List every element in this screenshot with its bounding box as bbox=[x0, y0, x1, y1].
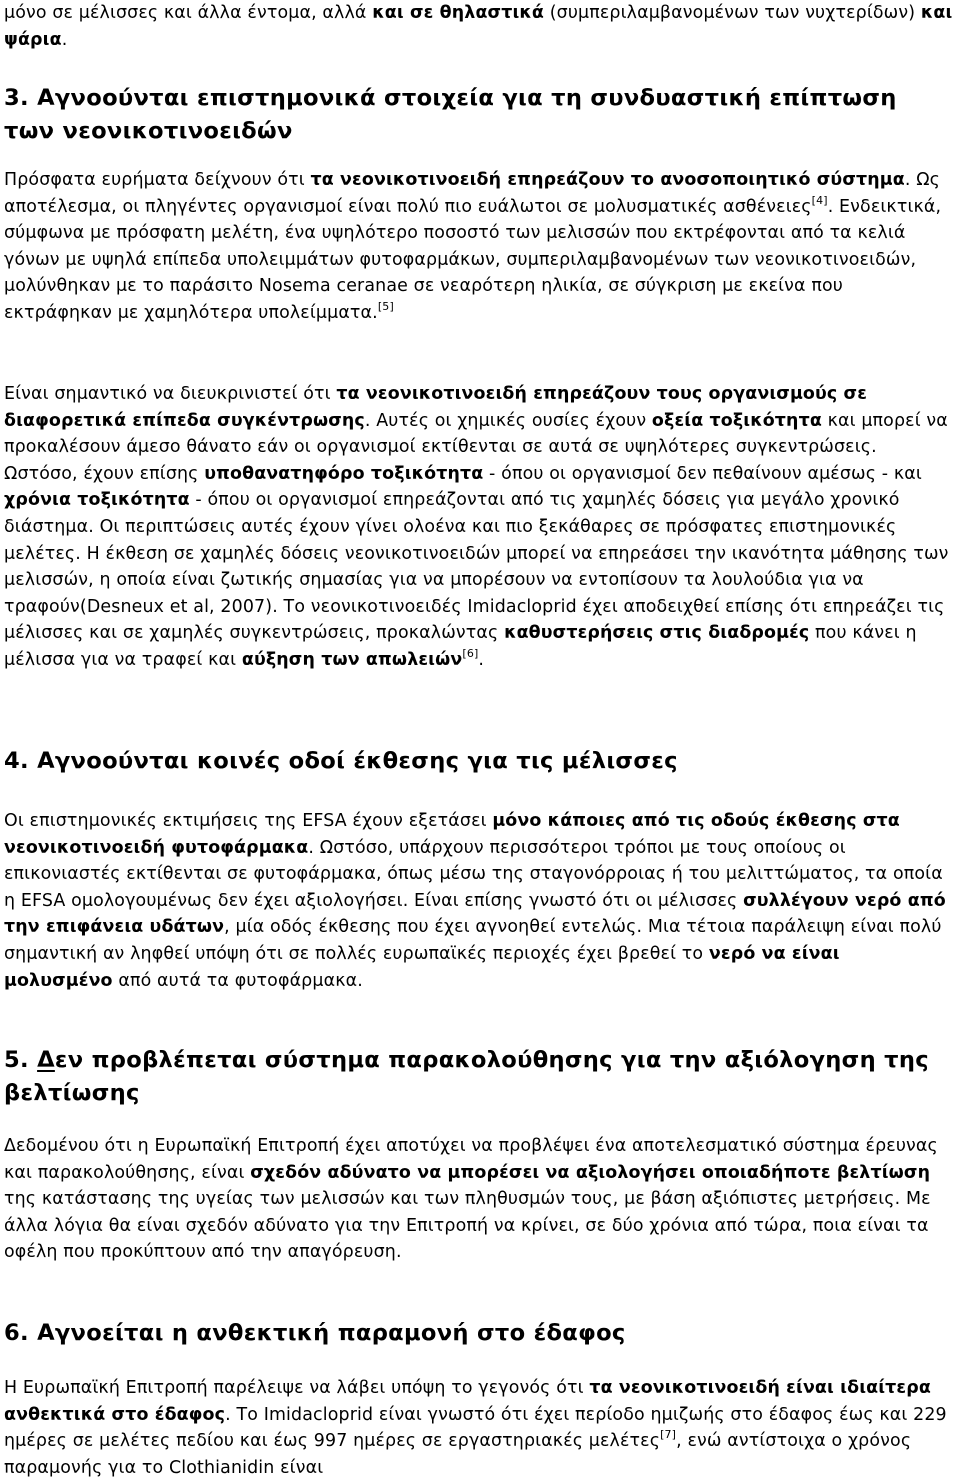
section-number: 4. bbox=[4, 748, 29, 774]
body-text: Δεδομένου ότι η Ευρωπαϊκή Επιτροπή έχει αποτύχει να προβλέψει ένα αποτελεσματικό σύστημα έρευνας και παρακολούθησης, είναι bbox=[4, 1136, 938, 1183]
citation-ref: [4] bbox=[811, 193, 828, 207]
emphasis-text: σχεδόν αδύνατο να μπορέσει να αξιολογήσει οποιαδήποτε βελτίωση bbox=[250, 1162, 931, 1183]
section-title-initial: Δ bbox=[37, 1047, 55, 1073]
section-heading-4 bbox=[4, 745, 954, 778]
emphasis-text: χρόνια τοξικότητα bbox=[4, 490, 190, 511]
emphasis-text: και σε θηλαστικά bbox=[372, 3, 545, 23]
emphasis-text: τα νεονικοτινοειδή είναι ιδιαίτερα ανθεκτικά στο έδαφος bbox=[4, 1378, 931, 1425]
body-text: . bbox=[478, 649, 485, 670]
body-text: Η Ευρωπαϊκή Επιτροπή παρέλειψε να λάβει υπόψη το γεγονός ότι bbox=[4, 1378, 590, 1398]
section-number: 3. bbox=[4, 85, 29, 111]
paragraph-intro-continuation bbox=[4, 0, 954, 53]
paragraph-monitoring bbox=[4, 1133, 954, 1266]
emphasis-text: νερό να είναι μολυσμένο bbox=[4, 943, 840, 991]
paragraph-toxicity-levels bbox=[4, 381, 954, 674]
body-text: και μπορεί να προκαλέσουν άμεσο θάνατο εάν οι οργανισμοί εκτίθενται σε αυτά σε υψηλότερες συγκεντρώσεις. Ωστόσο, έχουν επίσης bbox=[4, 410, 948, 484]
section-number: 5. bbox=[4, 1047, 29, 1073]
body-text: , ενώ αντίστοιχα ο χρόνος παραμονής για το Clothianidin είναι bbox=[4, 1431, 912, 1478]
emphasis-text: καθυστερήσεις στις διαδρομές bbox=[504, 623, 810, 644]
body-text: Πρόσφατα ευρήματα δείχνουν ότι bbox=[4, 170, 311, 190]
body-text: - όπου οι οργανισμοί δεν πεθαίνουν αμέσως - και bbox=[483, 463, 922, 484]
body-text: Είναι σημαντικό να διευκρινιστεί ότι bbox=[4, 384, 337, 404]
emphasis-text: αύξηση των απωλειών bbox=[241, 649, 463, 670]
body-text: , μία οδός έκθεσης που έχει αγνοηθεί εντελώς. Μια τέτοια παράλειψη είναι πολύ σημαντική αν ληφθεί υπόψη ότι σε πολλές ευρωπαϊκές περιοχές έχει βρεθεί το bbox=[4, 917, 942, 964]
emphasis-text: μόνο κάποιες από τις οδούς έκθεσης στα νεονικοτινοειδή φυτοφάρμακα bbox=[4, 811, 900, 858]
paragraph-immune-system bbox=[4, 167, 954, 327]
emphasis-text: υποθανατηφόρο τοξικότητα bbox=[204, 463, 484, 484]
section-title: Αγνοούνται κοινές οδοί έκθεσης για τις μέλισσες bbox=[37, 748, 678, 774]
section-title bbox=[4, 1047, 929, 1106]
citation-ref: [6] bbox=[462, 647, 479, 661]
section-heading-3 bbox=[4, 82, 954, 148]
section-heading-6 bbox=[4, 1317, 954, 1350]
body-text: . Ενδεικτικά, σύμφωνα με πρόσφατη μελέτη, ένα υψηλότερο ποσοστό των μελισσών που εκτρέφονται από τα κελιά γόνων με υψηλά επίπεδα υπολειμμάτων φυτοφαρμάκων, συμπεριλαμβανομένων των νεονικοτινοειδών, μολύνθηκαν με το παράσιτο Nosema ceranae σε νεαρότερη ηλικία, σε σύγκριση με εκείνα που εκτράφηκαν με χαμηλότερα υπολείμματα. bbox=[4, 196, 942, 323]
section-title-rest: εν προβλέπεται σύστημα παρακολούθησης για την αξιόλογηση της βελτίωσης bbox=[4, 1047, 929, 1106]
body-text: - όπου οι οργανισμοί επηρεάζονται από τις χαμηλές δόσεις για μεγάλο χρονικό διάστημα. Οι περιπτώσεις αυτές έχουν γίνει ολοένα και πιο ξεκάθαρες σε πρόσφατες επιστημονικές μελέτες. Η έκθεση σε χαμηλές δόσεις νεονικοτινοειδών μπορεί να επηρεάσει την ικανότητα μάθησης των μελισσών, η οποία είναι ζωτικής σημασίας για να μπορέσουν να εντοπίσουν τα λουλούδια για να τραφούν(Desneux et al, 2007). Το νεονικοτινοειδές Imidacloprid έχει αποδειχθεί επίσης ότι επηρεάζει τις μέλισσες και σε χαμηλές συγκεντρώσεις, προκαλώντας bbox=[4, 490, 949, 644]
body-text: της κατάστασης της υγείας των μελισσών και των πληθυσμών τους, με βάση αξιόπιστες μετρήσεις. Με άλλα λόγια θα είναι σχεδόν αδύνατο για την Επιτροπή να κρίνει, σε δύο χρόνια από τώρα, ποια είναι τα οφέλη που προκύπτουν από την απαγόρευση. bbox=[4, 1189, 931, 1263]
body-text: Οι επιστημονικές εκτιμήσεις της EFSA έχουν εξετάσει bbox=[4, 811, 493, 831]
body-text: . Ως αποτέλεσμα, οι πληγέντες οργανισμοί είναι πολύ πιο ευάλωτοι σε μολυσματικές ασθένειες bbox=[4, 170, 941, 217]
paragraph-exposure-routes bbox=[4, 808, 954, 994]
body-text: που κάνει η μέλισσα για να τραφεί και bbox=[4, 623, 917, 670]
emphasis-text: συλλέγουν νερό από την επιφάνεια υδάτων bbox=[4, 890, 946, 938]
section-heading-5 bbox=[4, 1044, 954, 1110]
body-text: (συμπεριλαμβανομένων των νυχτερίδων) bbox=[544, 3, 921, 23]
body-text: . Αυτές οι χημικές ουσίες έχουν bbox=[364, 410, 652, 431]
emphasis-text: και ψάρια bbox=[4, 3, 953, 50]
body-text: . bbox=[61, 29, 68, 50]
citation-ref: [5] bbox=[377, 300, 394, 314]
emphasis-text: οξεία τοξικότητα bbox=[651, 410, 822, 431]
body-text: . Το Imidacloprid είναι γνωστό ότι έχει περίοδο ημιζωής στο έδαφος έως και 229 ημέρες σε μελέτες πεδίου και έως 997 ημέρες σε εργαστηριακές μελέτες bbox=[4, 1404, 947, 1452]
section-number: 6. bbox=[4, 1320, 29, 1346]
section-title: Αγνοείται η ανθεκτική παραμονή στο έδαφος bbox=[37, 1320, 626, 1346]
body-text: . Ωστόσο, υπάρχουν περισσότεροι τρόποι με τους οποίους οι επικονιαστές εκτίθενται σε φυτοφάρμακα, όπως μέσω της σταγονόρροιας ή του μελιττώματος, τα οποία η EFSA ομολογουμένως δεν έχει αξιολογήσει. Είναι επίσης γνωστό ότι οι μέλισσες bbox=[4, 837, 943, 911]
section-title: Αγνοούνται επιστημονικά στοιχεία για τη συνδυαστική επίπτωση των νεονικοτινοειδών bbox=[4, 85, 897, 144]
emphasis-text: τα νεονικοτινοειδή επηρεάζουν τους οργανισμούς σε διαφορετικά επίπεδα συγκέντρωσης bbox=[4, 384, 868, 431]
body-text: από αυτά τα φυτοφάρμακα. bbox=[112, 970, 363, 991]
citation-ref: [7] bbox=[660, 1428, 677, 1442]
body-text: μόνο σε μέλισσες και άλλα έντομα, αλλά bbox=[4, 3, 373, 23]
paragraph-soil-persistence bbox=[4, 1375, 954, 1481]
emphasis-text: τα νεονικοτινοειδή επηρεάζουν το ανοσοποιητικό σύστημα bbox=[310, 170, 905, 190]
